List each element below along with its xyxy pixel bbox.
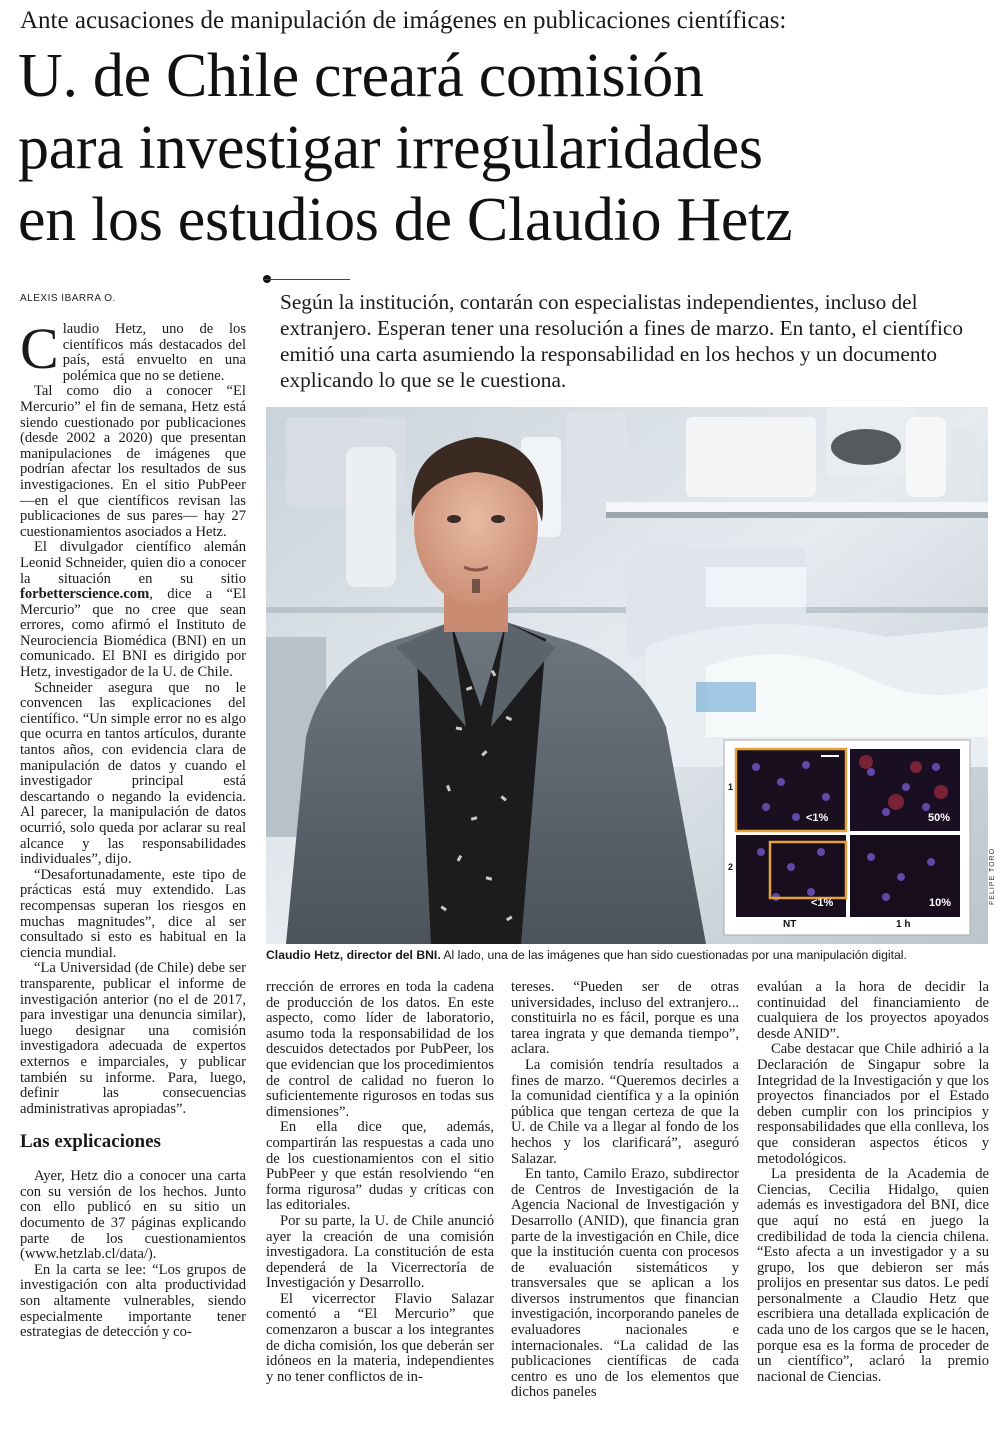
paragraph: Cabe destacar que Chile adhirió a la Declaración de Singapur sobre la Integridad de la Investigación y que los proyectos financiados por el Estado deben cumplir con los principios y responsabilidades que ella conlleva, los que consideran aspectos éticos y metodológicos. — [757, 1041, 989, 1167]
paragraph: tereses. “Pueden ser de otras universidades, incluso del extranjero... constituirla no es fácil, porque es una tarea ingrata y que demanda tiempo”, aclara. — [511, 979, 739, 1058]
photo — [266, 407, 988, 944]
dropcap: C — [20, 316, 59, 381]
paragraph: El divulgador científico alemán Leonid Schneider, quien dio a conocer la situación en su sitio forbetterscience.com, dice a “El Mercurio” que no cree que sean errores, como afirmó el Instituto de Neurociencia Biomédica (BNI) en un comunicado. El BNI es dirigido por Hetz, investigador de la U. de Chile. — [20, 539, 246, 681]
paragraph: Tal como dio a conocer “El Mercurio” el fin de semana, Hetz está siendo cuestionado por publicaciones (desde 2002 a 2020) que presentan manipulaciones de imágenes que podrían afectar los resultados de sus investigaciones. En el sitio PubPeer —en el que científicos revisan las publicaciones de sus pares— hay 27 cuestionamientos asociados a Hetz. — [20, 383, 246, 540]
paragraph: En tanto, Camilo Erazo, subdirector de Centros de Investigación de la Agencia Nacional de Investigación y Desarrollo (ANID), que financia gran parte de la investigación en Chile, dice que la institución cuenta con procesos de evaluación sistemáticos y transversales que se aplican a los diversos instrumentos que financian investigación, incorporando paneles de evaluadores nacionales e internacionales. “La calidad de las publicaciones científicas de cada centro es uno de los elementos que dichos paneles — [511, 1166, 739, 1401]
headline — [18, 40, 1003, 256]
inset-percent-label: 50% — [928, 812, 951, 824]
column-1 — [20, 316, 246, 1341]
column-2 — [266, 980, 494, 1385]
paragraph: El vicerrector Flavio Salazar comentó a “El Mercurio” que comenzaron a buscar a los integrantes de dicha comisión, los que deberán ser idóneos en la materia, independientes y no tener conflictos de in- — [266, 1290, 494, 1385]
website-link-text: forbetterscience.com — [20, 586, 150, 603]
subhead: Las explicaciones — [20, 1131, 161, 1153]
inset-row-label: 1 — [728, 782, 734, 792]
photo-caption — [266, 948, 996, 963]
paragraph: “Desafortunadamente, este tipo de prácticas está muy extendido. Las recompensas superan los riesgos en muchas magnitudes”, dice al ser consultado si esto es habitual en la ciencia mundial. — [20, 866, 246, 961]
paragraph: En ella dice que, además, compartirán las respuestas a cada uno de los cuestionamientos con el sitio PubPeer y que están resolviendo “en forma rigurosa” dudas y críticas con las editoriales. — [266, 1119, 494, 1214]
photo-credit: FELIPE TORO — [989, 847, 996, 905]
paragraph: evalúan a la hora de decidir la continuidad del financiamiento de cualquiera de los proyectos apoyados desde ANID”. — [757, 979, 989, 1042]
inset-percent-label: <1% — [811, 897, 834, 909]
inset-column-label: NT — [783, 919, 797, 930]
column-4 — [757, 980, 989, 1385]
byline: ALEXIS IBARRA O. — [20, 293, 116, 304]
paragraph: Claudio Hetz, uno de los científicos más destacados del país, está envuelto en una polémica que no se detiene. — [20, 316, 246, 384]
headline-line: en los estudios de Claudio Hetz — [18, 186, 793, 254]
inset-percent-label: 10% — [929, 897, 952, 909]
paragraph: La comisión tendría resultados a fines de marzo. “Queremos decirles a la comunidad científica y a la opinión pública que tengan certeza de que la U. de Chile va a llegar al fondo de los hechos y los clarificará”, aseguró Salazar. — [511, 1056, 739, 1167]
kicker: Ante acusaciones de manipulación de imágenes en publicaciones científicas: — [20, 7, 787, 34]
headline-line: U. de Chile creará comisión — [18, 42, 704, 110]
headline-line: para investigar irregularidades — [18, 114, 763, 182]
deck: Según la institución, contarán con especialistas independientes, incluso del extranjero. Esperan tener una resolución a fines de marzo. En tanto, el científico emitió una carta asumiendo la responsabilidad en los hechos y un documento explicando lo que se le cuestiona. — [280, 290, 963, 392]
paragraph: La presidenta de la Academia de Ciencias, Cecilia Hidalgo, quien además es investigadora del BNI, dice que aquí no está en juego la credibilidad de toda la ciencia chilena. “Esto afecta a un investigador y a su grupo, los que debieron ser más prolijos en presentar sus datos. Le pedí personalmente a Claudio Hetz que escribiera una detallada explicación de cada uno de los cargos que se le hacen, porque esa es la forma de proceder de un científico”, aclaró la premio nacional de Ciencias. — [757, 1166, 989, 1385]
paragraph: “La Universidad (de Chile) debe ser transparente, publicar el informe de investigación anterior (no el de 2017, para investigar una denuncia similar), luego designar una comisión investigadora adecuada de expertos externos e imparciales, y publicar también su informe. Para, luego, definir las consecuencias administrativas apropiadas”. — [20, 960, 246, 1117]
paragraph: Ayer, Hetz dio a conocer una carta con su versión de los hechos. Junto con ello publicó en su sitio un documento de 37 páginas explicando parte de los cuestionamientos (www.hetzlab.cl/data/). — [20, 1168, 246, 1263]
paragraph: En la carta se lee: “Los grupos de investigación con alta productividad son altamente vulnerables, siendo especialmente importante tener estrategias de detección y co- — [20, 1261, 246, 1341]
photo-illustration — [266, 407, 988, 944]
paragraph: Schneider asegura que no le convencen las explicaciones del científico. “Un simple error no es algo que ocurra en tantos artículos, durante tantos años, con evidencia clara de manipulación de datos y cuando el investigador principal está descartando o negando la evidencia. Al parecer, la manipulación de datos ocurrió, solo queda por aclarar su real alcance y las responsabilidades individuales”, dijo. — [20, 679, 246, 868]
caption-text: Al lado, una de las imágenes que han sido cuestionadas por una manipulación digital. — [440, 948, 907, 962]
paragraph: rrección de errores en toda la cadena de producción de los datos. En este aspecto, como líder de laboratorio, asumo toda la responsabilidad de los descuidos detectados por PubPeer, los que evidencian que los procedimientos de control de calidad no fueron lo suficientemente rigurosos en todas sus dimensiones”. — [266, 979, 494, 1120]
caption-lead: Claudio Hetz, director del BNI. — [266, 948, 441, 962]
paragraph: Por su parte, la U. de Chile anunció ayer la creación de una comisión investigadora. La constitución de esta dependerá de la Vicerrectoría de Investigación y Desarrollo. — [266, 1212, 494, 1292]
column-3 — [511, 980, 739, 1401]
inset-column-label: 1 h — [896, 919, 911, 930]
inset-row-label: 2 — [728, 862, 734, 872]
inset-percent-label: <1% — [806, 812, 829, 824]
divider-rule — [264, 279, 350, 280]
